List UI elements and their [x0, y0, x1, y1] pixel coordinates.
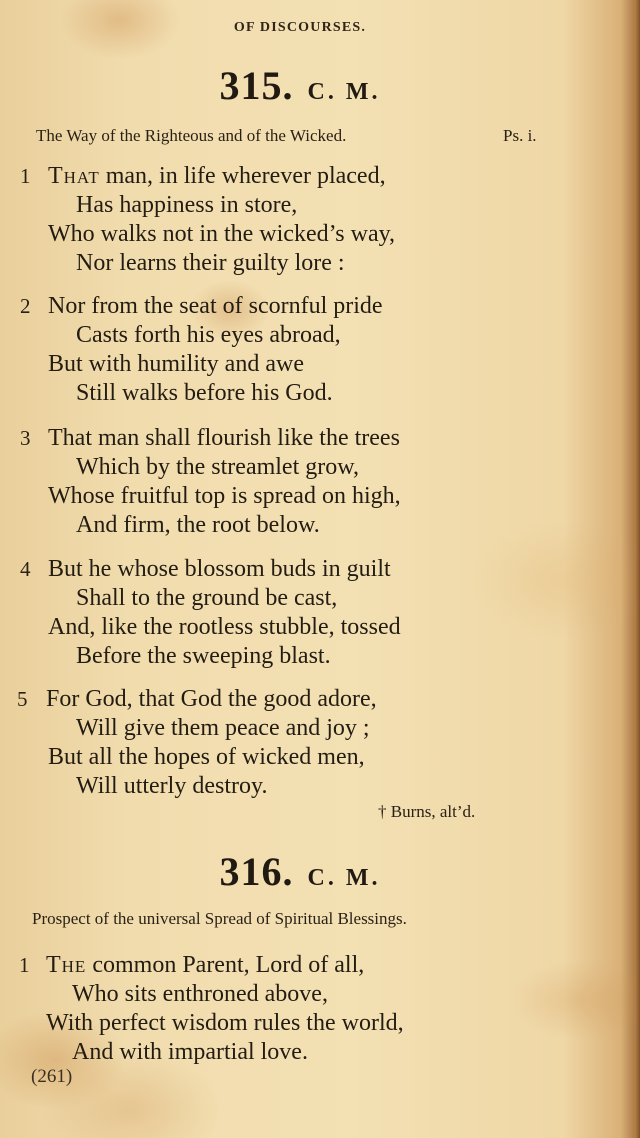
verse-number: 1 — [19, 953, 30, 977]
verse-line: And, like the rootless stubble, tossed — [48, 614, 401, 640]
verse-line: But with humility and awe — [48, 351, 304, 377]
verse-line: And with impartial love. — [72, 1039, 308, 1065]
verse-line: But he whose blossom buds in guilt — [48, 556, 391, 582]
verse-line: That man, in life wherever placed, — [48, 163, 386, 189]
hymn-number: 316. — [219, 849, 294, 894]
page-edge — [635, 0, 640, 1138]
verse-line: Shall to the ground be cast, — [76, 585, 338, 611]
verse-line: Nor learns their guilty lore : — [76, 250, 345, 276]
small-caps-word: The — [46, 952, 87, 978]
scripture-reference: Ps. i. — [503, 126, 537, 145]
hymn-316-heading — [0, 848, 600, 895]
verse-line: Will give them peace and joy ; — [76, 715, 370, 741]
verse-number: 5 — [17, 687, 28, 711]
verse-line: Before the sweeping blast. — [76, 643, 331, 669]
hymn-title: The Way of the Righteous and of the Wicked. — [36, 126, 347, 145]
hymn-number: 315. — [219, 63, 294, 108]
verse-line: And firm, the root below. — [76, 512, 320, 538]
verse-number: 1 — [20, 164, 31, 188]
hymn-meter: C. M. — [307, 865, 381, 891]
hymn-meter: C. M. — [307, 79, 381, 105]
verse-line: Will utterly destroy. — [76, 773, 268, 799]
verse-line: That man shall flourish like the trees — [48, 425, 400, 451]
verse-line: Which by the streamlet grow, — [76, 454, 360, 480]
verse-line: Whose fruitful top is spread on high, — [48, 483, 401, 509]
verse-number: 3 — [20, 426, 31, 450]
verse-line: Still walks before his God. — [76, 380, 333, 406]
verse-line: Who walks not in the wicked’s way, — [48, 221, 396, 247]
author-attribution: † Burns, alt’d. — [378, 802, 476, 821]
page-number: (261) — [31, 1066, 73, 1087]
verse-line: The common Parent, Lord of all, — [46, 952, 365, 978]
verse-number: 2 — [20, 294, 31, 318]
running-head: OF DISCOURSES. — [233, 20, 367, 35]
verse-line: For God, that God the good adore, — [46, 686, 377, 712]
hymn-title: Prospect of the universal Spread of Spiritual Blessings. — [32, 909, 407, 928]
verse-number: 4 — [20, 557, 31, 581]
verse-line: Has happiness in store, — [76, 192, 298, 218]
verse-line: Who sits enthroned above, — [72, 981, 328, 1007]
verse-line: But all the hopes of wicked men, — [48, 744, 365, 770]
hymn-315-heading — [0, 62, 600, 109]
small-caps-word: That — [48, 163, 100, 189]
verse-line: With perfect wisdom rules the world, — [46, 1010, 404, 1036]
verse-line: Nor from the seat of scornful pride — [48, 293, 383, 319]
verse-line: Casts forth his eyes abroad, — [76, 322, 341, 348]
